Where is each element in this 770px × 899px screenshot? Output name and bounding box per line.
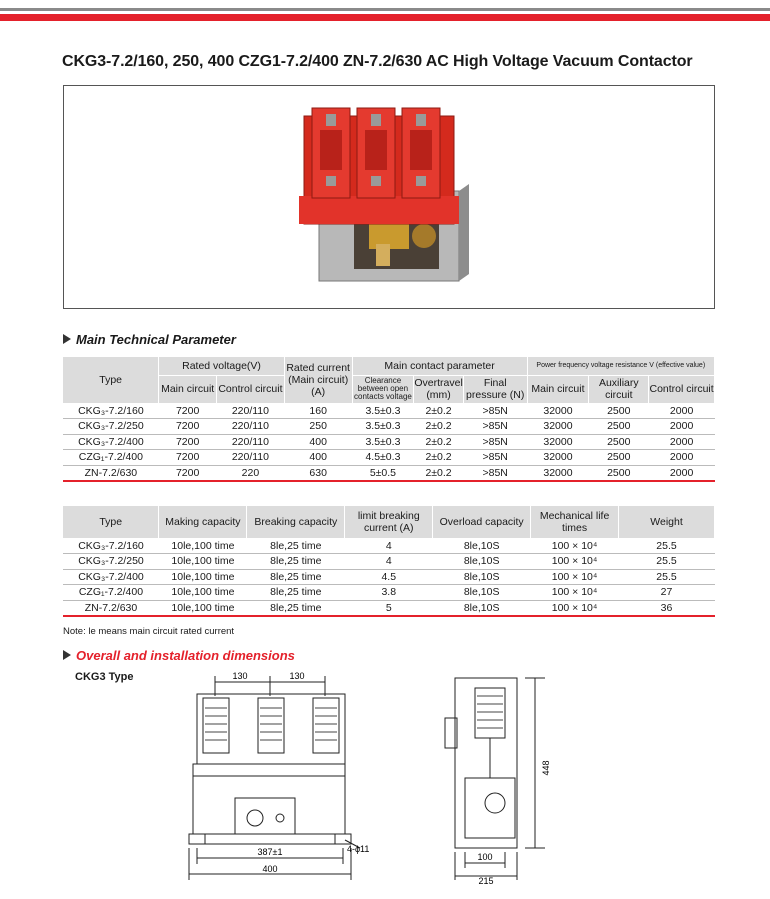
table-cell: CKG₃-7.2/160 [63,538,159,554]
table-cell: 4.5 [345,569,433,585]
dim-215: 215 [478,876,494,886]
table-cell: 2±0.2 [414,434,463,450]
table-cell: 2000 [649,403,715,419]
table-cell: 27 [619,585,715,601]
table-cell: 8le,10S [433,554,531,570]
table-cell: 160 [284,403,352,419]
table-cell: 2±0.2 [414,403,463,419]
table-row [63,434,715,450]
col-overtravel: Overtravel (mm) [414,377,463,401]
table-cell: 7200 [159,450,217,466]
table-row [63,538,715,554]
table-cell: 2500 [589,403,649,419]
table-cell: 32000 [527,434,589,450]
col-final-pressure: Final pressure (N) [463,375,527,403]
table-cell: >85N [463,434,527,450]
table-cell: >85N [463,403,527,419]
table-cell: 3.8 [345,585,433,601]
col-weight: Weight [619,506,715,538]
front-view-drawing [185,668,385,888]
table-cell: 2000 [649,450,715,466]
col-type: Type [63,506,159,538]
table-cell: 8le,25 time [247,585,345,601]
table-row [63,585,715,601]
col-rated-current: Rated current (Main circuit) (A) [284,357,352,403]
table-row [63,569,715,585]
dim-100: 100 [477,852,493,862]
table-cell: >85N [463,450,527,466]
table-row [63,419,715,435]
page-title: CKG3-7.2/160, 250, 400 CZG1-7.2/400 ZN-7.2/630 AC High Voltage Vacuum Contactor [62,53,693,70]
table-row [63,600,715,616]
table-cell: 220/110 [217,434,285,450]
table-cell: 8le,10S [433,569,531,585]
table-cell: 220/110 [217,419,285,435]
dim-448: 448 [541,760,551,776]
table-cell: 2500 [589,434,649,450]
table-cell: 2±0.2 [414,465,463,481]
table-cell: 3.5±0.3 [352,419,414,435]
table-cell: ZN-7.2/630 [63,465,159,481]
table-cell: 4.5±0.3 [352,450,414,466]
table-cell: 400 [284,450,352,466]
table-note: Note: le means main circuit rated current [63,626,235,637]
table-cell: 25.5 [619,554,715,570]
col-rated-voltage: Rated voltage(V) [159,357,285,375]
table-cell: 2500 [589,419,649,435]
table-cell: 100 × 10⁴ [531,538,619,554]
table-cell: 8le,25 time [247,569,345,585]
table-cell: 250 [284,419,352,435]
table-cell: CKG₃-7.2/400 [63,434,159,450]
table-cell: CZG₁-7.2/400 [63,585,159,601]
table-cell: 4 [345,554,433,570]
section-heading-technical [63,332,236,347]
top-red-band [0,14,770,21]
table-cell: 2500 [589,465,649,481]
dim-400: 400 [262,864,278,874]
table-cell: 4 [345,538,433,554]
table-cell: 10le,100 time [159,600,247,616]
col-control-circuit: Control circuit [217,375,285,403]
table-cell: 2000 [649,465,715,481]
col-limit-breaking: limit breaking current (A) [345,506,433,538]
side-view-drawing [435,668,585,888]
dim-holes: 4-ϕ11 [347,844,370,854]
table-cell: 8le,10S [433,600,531,616]
col-type: Type [63,357,159,403]
table-cell: 2500 [589,450,649,466]
col-breaking-capacity: Breaking capacity [247,506,345,538]
col-making-capacity: Making capacity [159,506,247,538]
section-heading-text: Main Technical Parameter [76,332,236,347]
table-cell: 100 × 10⁴ [531,554,619,570]
product-photo-frame [63,85,715,309]
table-cell: 8le,10S [433,538,531,554]
triangle-bullet-icon [63,334,71,344]
table-cell: 100 × 10⁴ [531,600,619,616]
triangle-bullet-icon [63,650,71,660]
table-cell: 5 [345,600,433,616]
table-cell: 3.5±0.3 [352,403,414,419]
table-row [63,403,715,419]
table-cell: 2±0.2 [414,450,463,466]
table-cell: 32000 [527,419,589,435]
ckg3-type-label: CKG3 Type [75,671,134,683]
table-cell: 10le,100 time [159,554,247,570]
table-cell: 10le,100 time [159,569,247,585]
table-cell: 32000 [527,403,589,419]
table-cell: 400 [284,434,352,450]
dim-130-right: 130 [289,671,305,681]
table-row [63,465,715,481]
dim-130-left: 130 [232,671,248,681]
col-main-contact: Main contact parameter [352,357,527,375]
col-pf-main: Main circuit [527,375,589,403]
table-cell: 32000 [527,450,589,466]
table-cell: 3.5±0.3 [352,434,414,450]
table-cell: 8le,25 time [247,600,345,616]
table-cell: 8le,25 time [247,554,345,570]
table-cell: 8le,25 time [247,538,345,554]
table-cell: 25.5 [619,538,715,554]
table-cell: 2000 [649,419,715,435]
table-cell: 10le,100 time [159,585,247,601]
table-cell: 100 × 10⁴ [531,569,619,585]
table-row [63,554,715,570]
col-overload: Overload capacity [433,506,531,538]
table-cell: CKG₃-7.2/250 [63,554,159,570]
table-cell: 2±0.2 [414,419,463,435]
section-heading-dimensions [63,648,295,663]
dim-387: 387±1 [257,847,283,857]
table-cell: 36 [619,600,715,616]
top-grey-rule [0,8,770,11]
table-cell: 7200 [159,403,217,419]
table-row [63,450,715,466]
col-mechanical-life: Mechanical life times [531,506,619,538]
table-cell: CKG₃-7.2/400 [63,569,159,585]
table-cell: 32000 [527,465,589,481]
table-cell: 220 [217,465,285,481]
table-cell: CKG₃-7.2/160 [63,403,159,419]
table-cell: 25.5 [619,569,715,585]
table-cell: >85N [463,465,527,481]
table-cell: >85N [463,419,527,435]
col-clearance: Clearance between open contacts voltage [354,376,412,401]
table-cell: 220/110 [217,450,285,466]
table-cell: 10le,100 time [159,538,247,554]
table-cell: 7200 [159,434,217,450]
col-pf-aux: Auxiliary circuit [589,375,649,403]
technical-parameter-table [63,357,715,482]
table-cell: 5±0.5 [352,465,414,481]
table-cell: 7200 [159,465,217,481]
contactor-photo [64,86,714,308]
col-main-circuit: Main circuit [159,375,217,403]
table-cell: CKG₃-7.2/250 [63,419,159,435]
table-cell: 100 × 10⁴ [531,585,619,601]
table-cell: CZG₁-7.2/400 [63,450,159,466]
performance-table [63,506,715,617]
table-cell: 220/110 [217,403,285,419]
table-cell: ZN-7.2/630 [63,600,159,616]
col-power-frequency: Power frequency voltage resistance V (effective value) [527,357,714,375]
table-cell: 7200 [159,419,217,435]
table-cell: 2000 [649,434,715,450]
table-cell: 630 [284,465,352,481]
table-cell: 8le,10S [433,585,531,601]
section-heading-text: Overall and installation dimensions [76,648,295,663]
col-pf-control: Control circuit [649,375,715,403]
